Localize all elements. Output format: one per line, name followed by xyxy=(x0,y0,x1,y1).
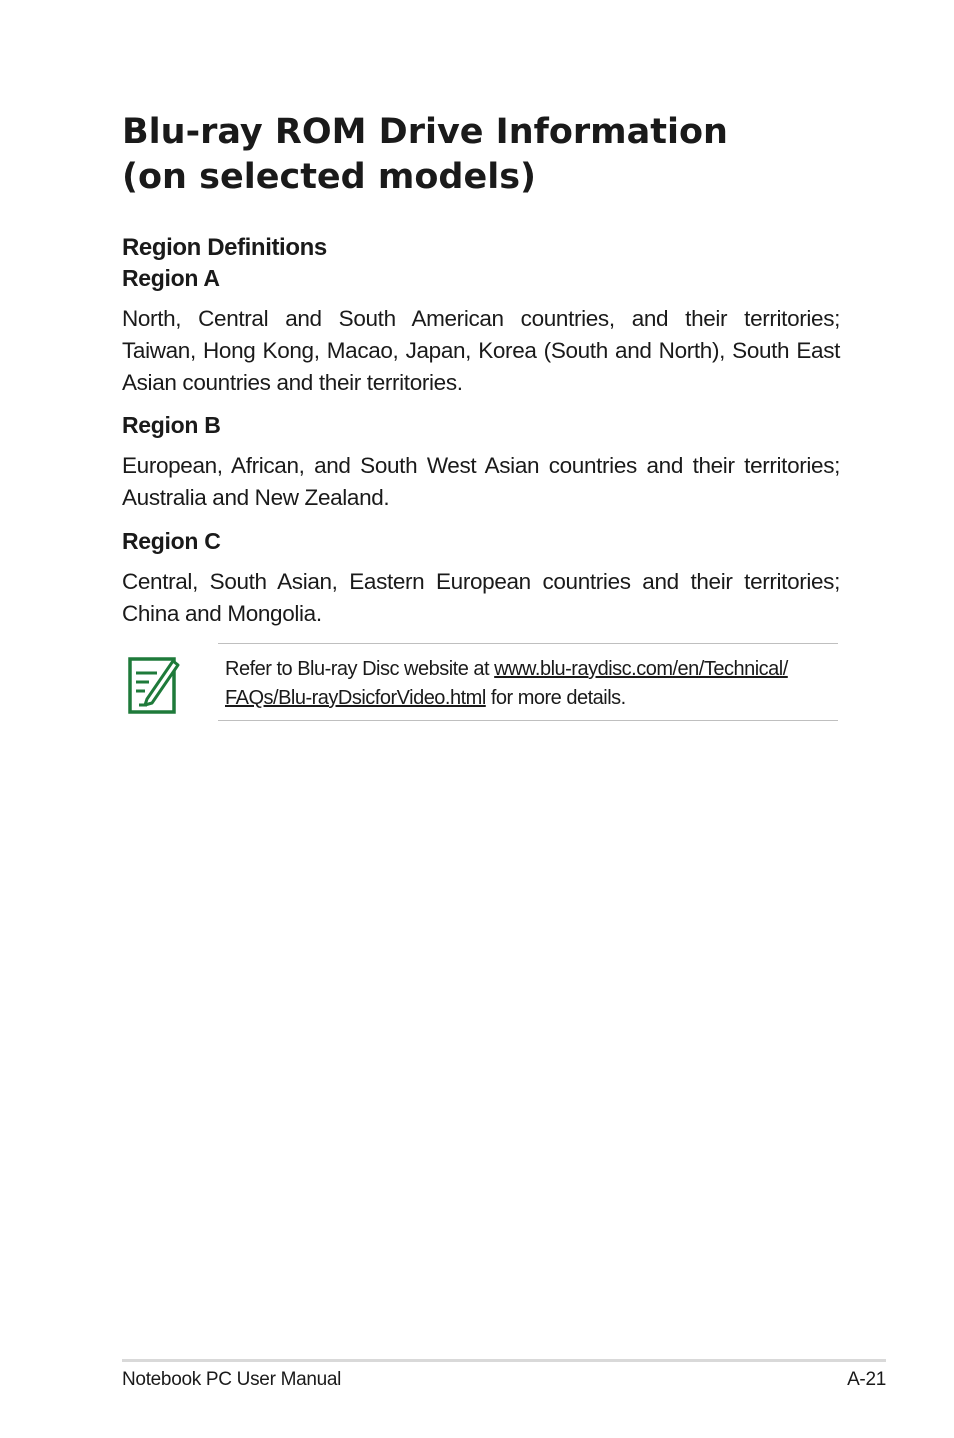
region-c-line-1: Central, South Asian, Eastern European countries and their territories; xyxy=(122,569,840,594)
footer-title: Notebook PC User Manual xyxy=(122,1369,342,1390)
footer-divider xyxy=(122,1359,886,1362)
note-line-1 xyxy=(225,655,839,684)
page-title-line-2: (on selected models) xyxy=(122,157,537,197)
page-title xyxy=(122,110,842,200)
region-b-line-1: European, African, and South West Asian countries and their territories; xyxy=(122,453,840,478)
region-a-heading: Region A xyxy=(122,265,220,291)
region-b-heading: Region B xyxy=(122,412,221,438)
note-text xyxy=(225,655,839,713)
region-c-line-2: China and Mongolia. xyxy=(122,601,322,626)
note-link-part-1[interactable]: www.blu-raydisc.com/en/Technical/ xyxy=(494,658,788,680)
region-c-text xyxy=(122,566,840,630)
page-title-line-1: Blu-ray ROM Drive Information xyxy=(122,112,728,152)
note-line-2 xyxy=(225,684,839,713)
note-link-part-2[interactable]: FAQs/Blu-rayDsicforVideo.html xyxy=(225,687,486,709)
section-title: Region Definitions xyxy=(122,234,327,261)
region-a-line-2: Taiwan, Hong Kong, Macao, Japan, Korea (South and North), South East xyxy=(122,338,840,363)
region-a-text xyxy=(122,303,840,399)
region-c-heading: Region C xyxy=(122,528,221,554)
page-number: A-21 xyxy=(847,1369,886,1390)
note-suffix: for more details. xyxy=(485,687,626,709)
region-b-text xyxy=(122,450,840,514)
note-prefix: Refer to Blu-ray Disc website at xyxy=(225,658,495,680)
region-b-line-2: Australia and New Zealand. xyxy=(122,485,390,510)
region-a-line-3: Asian countries and their territories. xyxy=(122,370,463,395)
note-pencil-icon xyxy=(127,655,181,715)
region-a-line-1: North, Central and South American countries, and their territories; xyxy=(122,306,840,331)
